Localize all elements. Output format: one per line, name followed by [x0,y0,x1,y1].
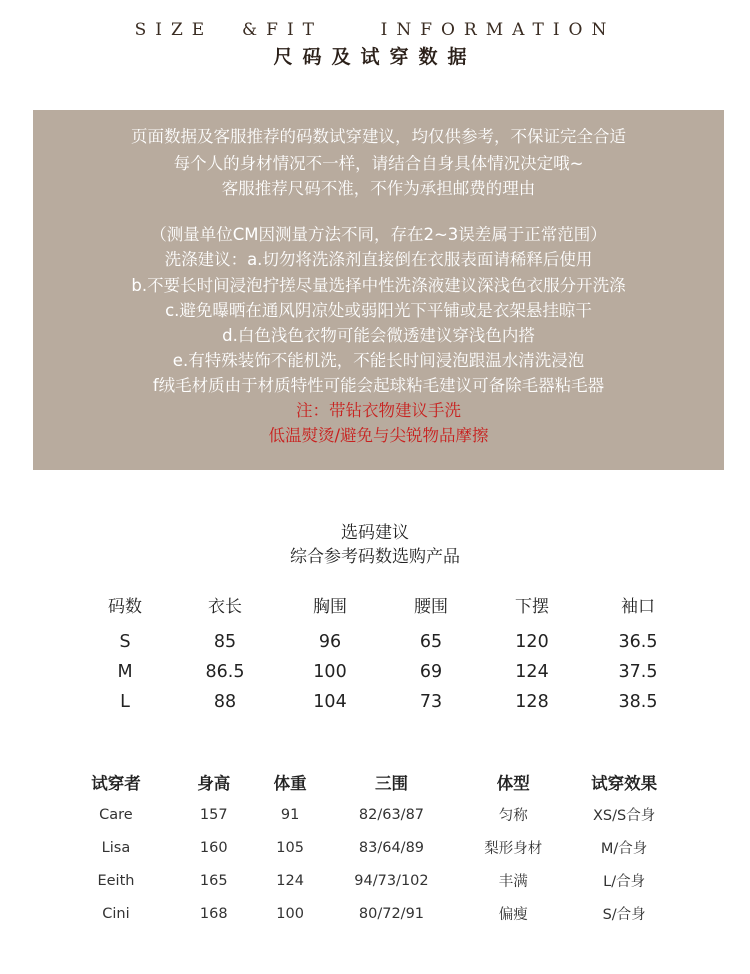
size-cell: 96 [318,632,342,652]
table-row [75,687,689,717]
size-cell: 36.5 [618,632,658,652]
notice-line: b.不要长时间浸泡拧搓尽量选择中性洗涤液建议深浅色衣服分开洗涤 [131,276,626,295]
size-cell: 65 [419,632,443,652]
size-cell: 120 [515,632,549,652]
size-header-cell: 下摆 [515,596,549,617]
notice-panel [33,110,724,470]
tryon-cell: Care [99,806,133,823]
size-cell: 128 [515,692,549,712]
tryon-cell: 157 [199,806,228,823]
size-cell: S [119,632,131,652]
size-cell: 73 [419,692,443,712]
tryon-cell: Eeith [97,872,135,889]
tryon-cell: 丰满 [498,874,528,890]
notice-line: （测量单位CM因测量方法不同，存在2~3误差属于正常范围） [150,225,607,244]
size-header-cell: 胸围 [313,596,347,617]
notice-line: 每个人的身材情况不一样，请结合自身具体情况决定哦~ [173,154,584,173]
tryon-cell: 165 [199,872,228,889]
tryon-cell: Lisa [101,839,131,856]
tryon-cell: 160 [199,839,228,856]
size-header-cell: 袖口 [621,596,655,617]
notice-line: f绒毛材质由于材质特性可能会起球粘毛建议可备除毛器粘毛器 [152,376,605,395]
table-row [78,831,698,864]
table-row [75,657,689,687]
table-row [78,897,698,930]
recommendation-subtitle: 综合参考码数选购产品 [290,547,460,567]
size-table [75,588,689,717]
tryon-cell: 80/72/91 [358,905,425,922]
size-header-cell: 腰围 [414,596,448,617]
notice-line: c.避免曝晒在通风阴凉处或弱阳光下平铺或是衣架悬挂晾干 [165,301,592,320]
tryon-cell: 83/64/89 [358,839,425,856]
size-cell: 69 [419,662,443,682]
size-header-cell: 衣长 [208,596,242,617]
notice-line-warning: 低温熨烫/避免与尖锐物品摩擦 [268,426,489,445]
tryon-table [78,766,698,930]
table-row [78,798,698,831]
tryon-cell: 124 [276,872,304,889]
tryon-cell: 105 [276,839,304,856]
size-cell: 124 [515,662,549,682]
size-cell: 104 [313,692,347,712]
notice-line: 页面数据及客服推荐的码数试穿建议，均仅供参考，不保证完全合适 [131,127,626,146]
size-cell: 86.5 [205,662,245,682]
size-cell: M [117,662,133,682]
size-cell: 37.5 [618,662,658,682]
tryon-cell: 91 [280,806,300,823]
tryon-cell: 匀称 [498,808,528,824]
table-row [78,864,698,897]
tryon-header-cell: 三围 [374,774,408,793]
tryon-cell: 梨形身材 [484,841,543,857]
tryon-header-cell: 试穿者 [91,774,141,793]
tryon-header-cell: 身高 [197,774,231,793]
notice-line-warning: 注：带钻衣物建议手洗 [296,401,461,420]
size-cell: 100 [313,662,347,682]
tryon-cell: 偏瘦 [498,907,528,923]
tryon-header-cell: 体型 [496,774,530,793]
tryon-cell: M/合身 [600,841,648,857]
size-header-cell: 码数 [108,596,142,617]
size-cell: 38.5 [618,692,658,712]
size-cell: 88 [213,692,237,712]
size-cell: L [120,692,130,712]
header-title-cn: 尺码及试穿数据 [273,46,477,68]
size-cell: 85 [213,632,237,652]
tryon-table-header [78,766,698,798]
tryon-cell: 100 [276,905,304,922]
notice-line: e.有特殊装饰不能机洗，不能长时间浸泡跟温水清洗浸泡 [172,351,585,370]
size-table-header [75,588,689,620]
tryon-cell: L/合身 [603,874,646,890]
tryon-cell: XS/S合身 [593,808,656,824]
tryon-cell: 94/73/102 [354,872,429,889]
header-title-en: SIZE &FIT INFORMATION [134,20,616,40]
tryon-header-cell: 体重 [273,774,307,793]
recommendation-title: 选码建议 [341,523,409,543]
table-row [75,627,689,657]
notice-line: d.白色浅色衣物可能会微透建议穿浅色内搭 [222,326,535,345]
tryon-cell: Cini [102,905,130,922]
tryon-cell: S/合身 [602,907,646,923]
tryon-cell: 168 [199,905,228,922]
tryon-cell: 82/63/87 [358,806,425,823]
tryon-header-cell: 试穿效果 [591,774,658,793]
notice-line: 洗涤建议：a.切勿将洗涤剂直接倒在衣服表面请稀释后使用 [164,250,593,269]
notice-line: 客服推荐尺码不准，不作为承担邮费的理由 [221,179,536,198]
